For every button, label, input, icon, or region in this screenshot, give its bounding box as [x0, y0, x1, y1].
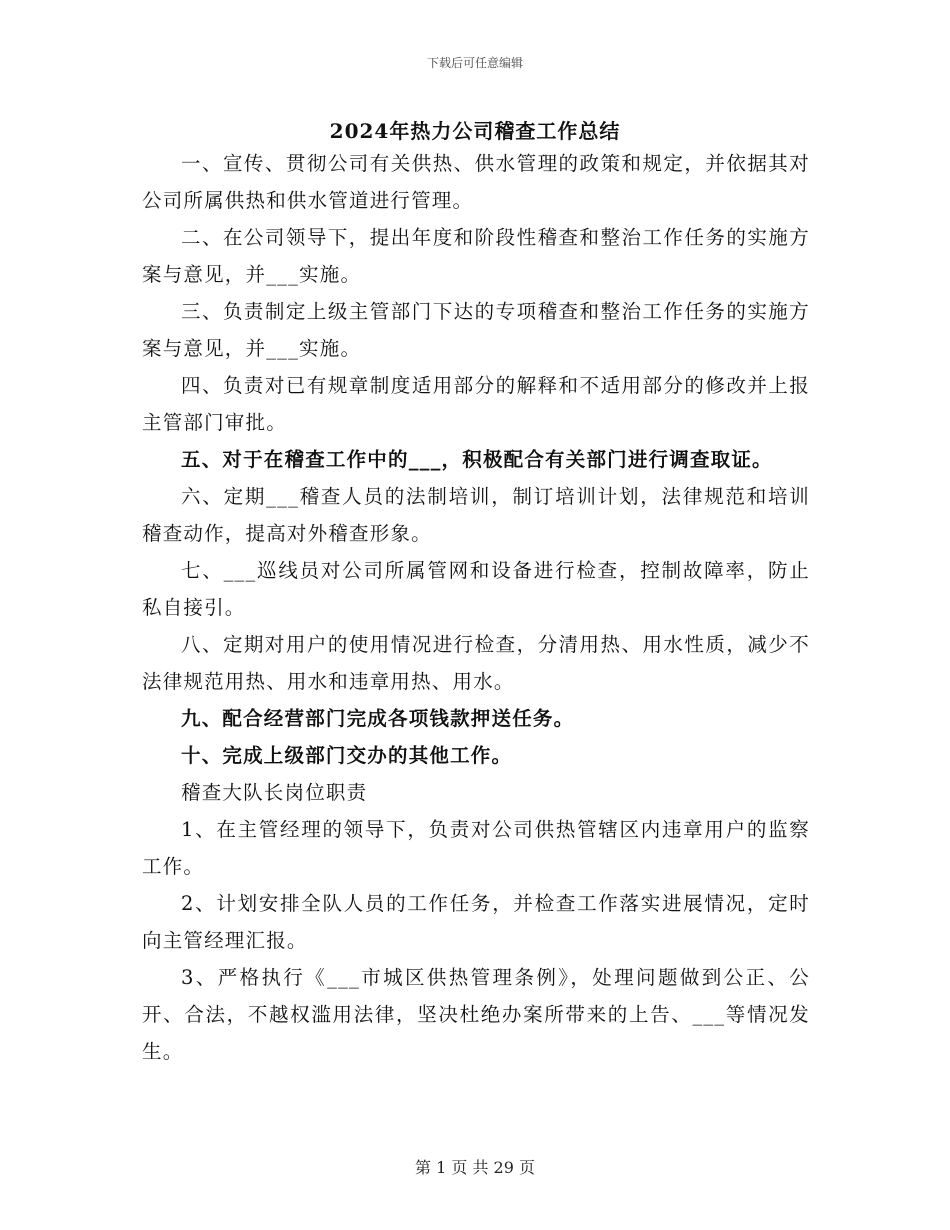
- paragraph-4: 四、负责对已有规章制度适用部分的解释和不适用部分的修改并上报主管部门审批。: [142, 374, 810, 434]
- duty-item-3: 3、严格执行《___市城区供热管理条例》，处理问题做到公正、公开、合法，不越权滥用法律，坚决杜绝办案所带来的上告、___等情况发生。: [142, 966, 810, 1063]
- paragraph-5: 五、对于在稽查工作中的___，积极配合有关部门进行调查取证。: [181, 448, 773, 471]
- paragraph-8: 八、定期对用户的使用情况进行检查，分清用热、用水性质，减少不法律规范用热、用水和违章用热、用水。: [142, 633, 810, 693]
- paragraph-1: 一、宣传、贯彻公司有关供热、供水管理的政策和规定，并依据其对公司所属供热和供水管道进行管理。: [142, 152, 810, 212]
- paragraph-6: 六、定期___稽查人员的法制培训，制订培训计划，法律规范和培训稽查动作，提高对外稽查形象。: [142, 485, 810, 545]
- paragraph-10: 十、完成上级部门交办的其他工作。: [181, 744, 513, 767]
- section-heading-captain-duties: 稽查大队长岗位职责: [181, 781, 368, 804]
- paragraph-2: 二、在公司领导下，提出年度和阶段性稽查和整治工作任务的实施方案与意见，并___实施。: [142, 226, 810, 286]
- document-title: 2024年热力公司稽查工作总结: [329, 119, 621, 143]
- paragraph-7: 七、___巡线员对公司所属管网和设备进行检查，控制故障率，防止私自接引。: [142, 559, 810, 619]
- duty-item-1: 1、在主管经理的领导下，负责对公司供热管辖区内违章用户的监察工作。: [142, 818, 810, 878]
- paragraph-3: 三、负责制定上级主管部门下达的专项稽查和整治工作任务的实施方案与意见，并___实施。: [142, 300, 810, 360]
- paragraph-9: 九、配合经营部门完成各项钱款押送任务。: [181, 707, 575, 730]
- document-body: [142, 145, 810, 1070]
- page-number: 第 1 页 共 29 页: [415, 1158, 535, 1177]
- duty-item-2: 2、计划安排全队人员的工作任务，并检查工作落实进展情况，定时向主管经理汇报。: [142, 892, 810, 952]
- header-note: 下载后可任意编辑: [426, 56, 523, 70]
